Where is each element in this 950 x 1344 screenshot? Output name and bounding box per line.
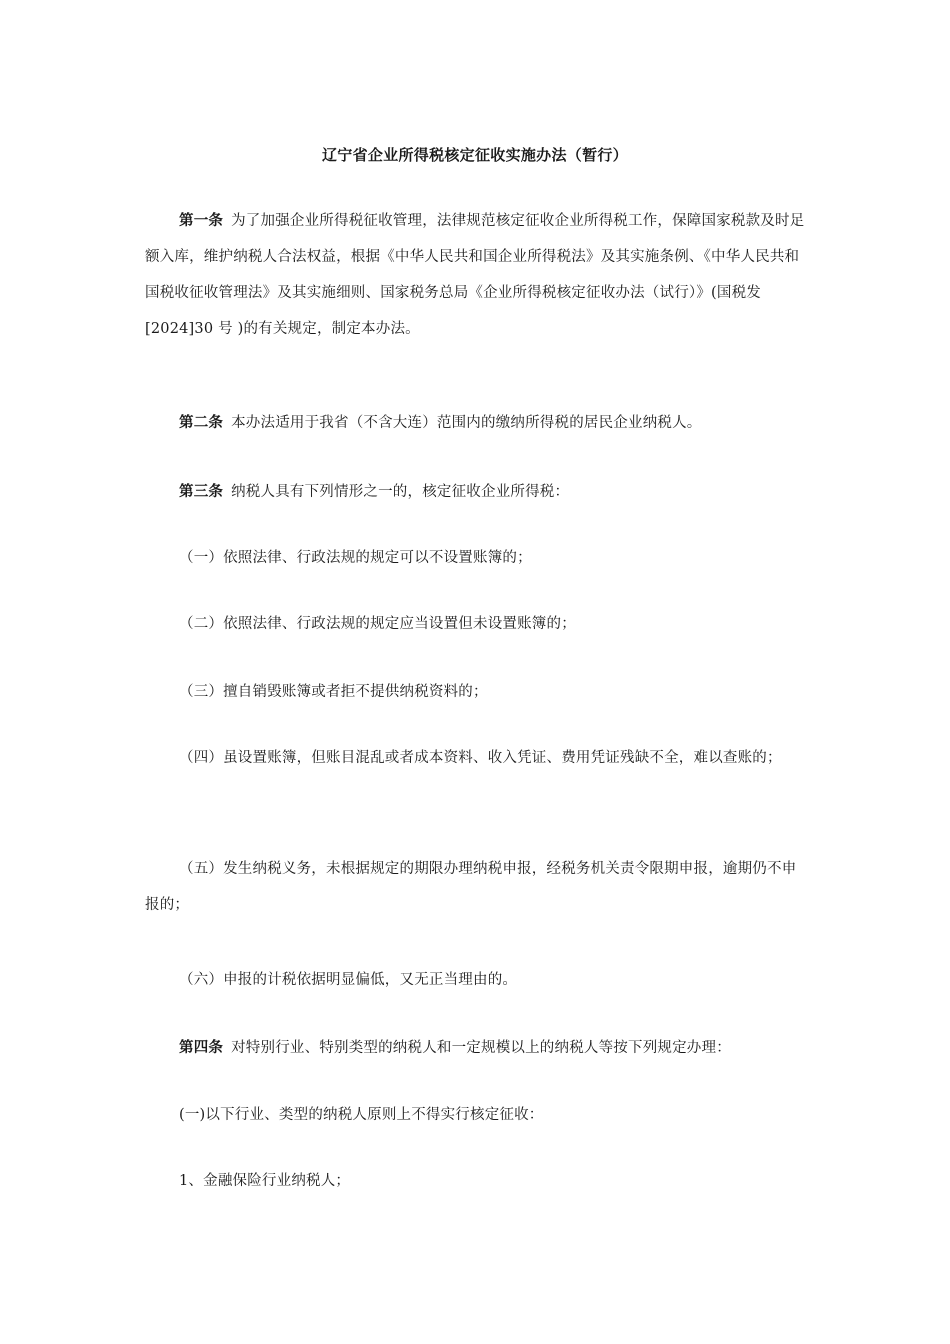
article-text: 为了加强企业所得税征收管理，法律规范核定征收企业所得税工作，保障国家税款及时足额入库，维护纳税人合法权益，根据《中华人民共和国企业所得税法》及其实施条例、《中华人民共和国税收征收管理法》及其实施细则、国家税务总局《企业所得税核定征收办法（试行）》(国税发[2024]30 号 )的有关规定，制定本办法。 xyxy=(145,213,805,337)
list-item xyxy=(145,1097,810,1133)
list-item-text: （三）擅自销毁账簿或者拒不提供纳税资料的； xyxy=(179,684,488,700)
list-item xyxy=(145,540,810,576)
article-number: 第二条 xyxy=(179,414,224,431)
article-text: 纳税人具有下列情形之一的，核定征收企业所得税： xyxy=(231,484,570,500)
document-title: 辽宁省企业所得税核定征收实施办法（暂行） xyxy=(321,146,628,164)
list-item-text: （五）发生纳税义务，未根据规定的期限办理纳税申报，经税务机关责令限期申报，逾期仍不申报的； xyxy=(145,861,797,913)
list-item-text: (一)以下行业、类型的纳税人原则上不得实行核定征收： xyxy=(179,1107,544,1123)
list-item-text: （一）依照法律、行政法规的规定可以不设置账簿的； xyxy=(179,550,532,566)
article-text: 对特别行业、特别类型的纳税人和一定规模以上的纳税人等按下列规定办理： xyxy=(231,1040,731,1056)
article-2 xyxy=(145,405,810,441)
list-item xyxy=(145,606,810,642)
article-1 xyxy=(145,203,810,347)
list-item xyxy=(145,1163,810,1199)
list-item xyxy=(145,851,810,923)
article-3 xyxy=(145,474,810,510)
article-4 xyxy=(145,1030,810,1066)
list-item-text: （四）虽设置账簿，但账目混乱或者成本资料、收入凭证、费用凭证残缺不全，难以查账的； xyxy=(179,750,782,766)
article-text: 本办法适用于我省（不含大连）范围内的缴纳所得税的居民企业纳税人。 xyxy=(231,415,702,431)
list-item xyxy=(145,674,810,710)
list-item xyxy=(145,740,810,776)
article-number: 第三条 xyxy=(179,483,224,500)
list-item xyxy=(145,962,810,998)
list-item-text: （二）依照法律、行政法规的规定应当设置但未设置账簿的； xyxy=(179,616,576,632)
list-item-text: （六）申报的计税依据明显偏低，又无正当理由的。 xyxy=(179,972,518,988)
article-number: 第一条 xyxy=(179,212,224,229)
list-item-text: 1、金融保险行业纳税人； xyxy=(179,1173,351,1189)
article-number: 第四条 xyxy=(179,1039,224,1056)
